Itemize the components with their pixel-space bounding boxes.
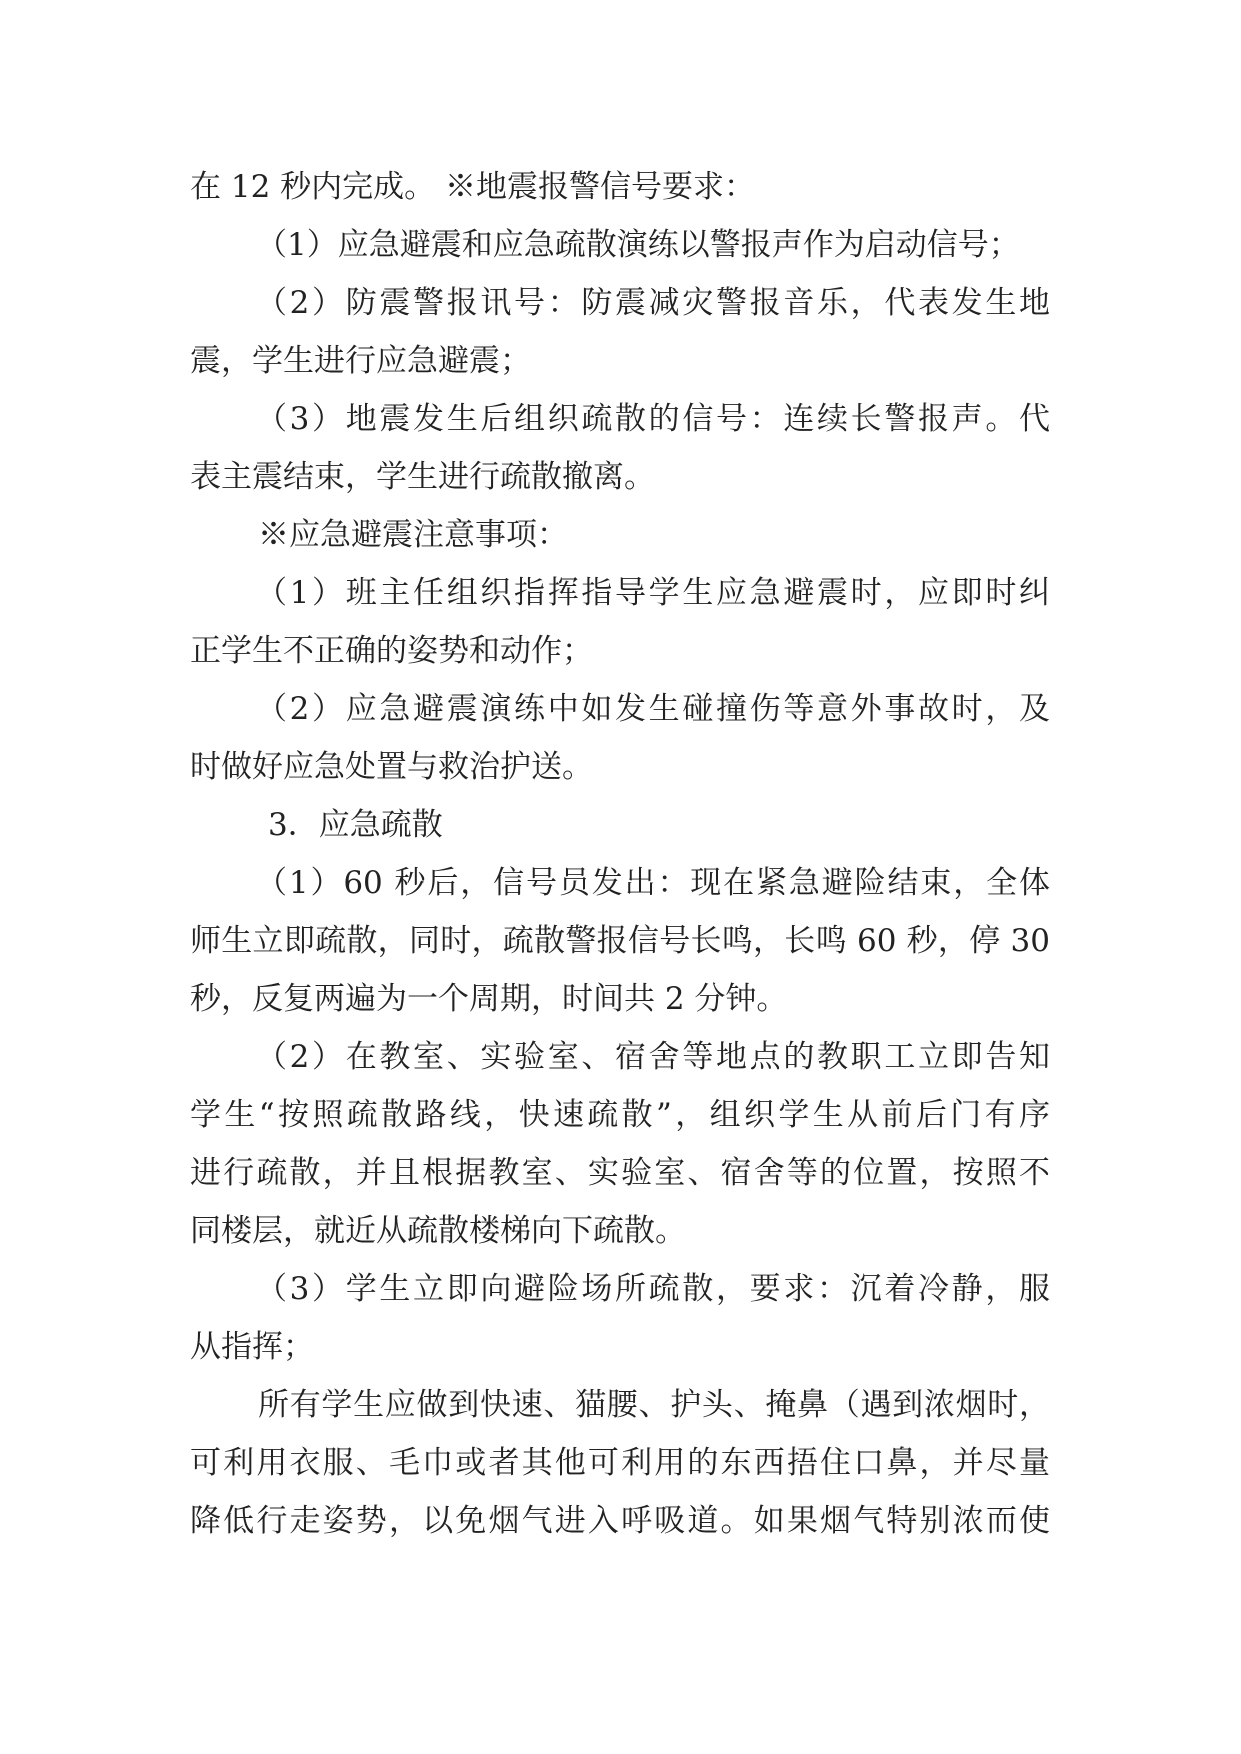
text-line: 从指挥；: [190, 1329, 314, 1365]
text-line: 震，学生进行应急避震；: [190, 343, 531, 379]
text-line: （2）防震警报讯号：防震减灾警报音乐，代表发生地: [256, 285, 1050, 321]
text-line: （3）学生立即向避险场所疏散，要求：沉着冷静，服: [256, 1271, 1050, 1307]
text-line: 在 12 秒内完成。 ※地震报警信号要求：: [190, 169, 756, 205]
section-heading: 3．应急疏散: [268, 807, 443, 843]
text-line: （1）应急避震和应急疏散演练以警报声作为启动信号；: [256, 227, 1020, 263]
text-line: 时做好应急处置与救治护送。: [190, 749, 593, 785]
text-line: 可利用衣服、毛巾或者其他可利用的东西捂住口鼻，并尽量: [190, 1445, 1050, 1481]
text-line: （1）60 秒后，信号员发出：现在紧急避险结束，全体: [256, 865, 1050, 901]
text-line: 师生立即疏散，同时，疏散警报信号长鸣，长鸣 60 秒，停 30: [190, 923, 1050, 959]
text-line: 表主震结束，学生进行疏散撤离。: [190, 459, 655, 495]
text-line: （2）在教室、实验室、宿舍等地点的教职工立即告知: [256, 1039, 1050, 1075]
text-line: 秒，反复两遍为一个周期，时间共 2 分钟。: [190, 981, 788, 1017]
text-line: 正学生不正确的姿势和动作；: [190, 633, 593, 669]
text-line: （2）应急避震演练中如发生碰撞伤等意外事故时，及: [256, 691, 1050, 727]
text-line: 学生“按照疏散路线，快速疏散”，组织学生从前后门有序: [190, 1097, 1050, 1133]
text-line: 同楼层，就近从疏散楼梯向下疏散。: [190, 1213, 686, 1249]
text-line: （3）地震发生后组织疏散的信号：连续长警报声。代: [256, 401, 1050, 437]
text-line: 所有学生应做到快速、猫腰、护头、掩鼻（遇到浓烟时，: [258, 1387, 1050, 1423]
text-line: （1）班主任组织指挥指导学生应急避震时，应即时纠: [256, 575, 1050, 611]
section-heading: ※应急避震注意事项：: [258, 517, 568, 553]
text-line: 进行疏散，并且根据教室、实验室、宿舍等的位置，按照不: [190, 1155, 1050, 1191]
text-line: 降低行走姿势，以免烟气进入呼吸道。如果烟气特别浓而使: [190, 1503, 1050, 1539]
